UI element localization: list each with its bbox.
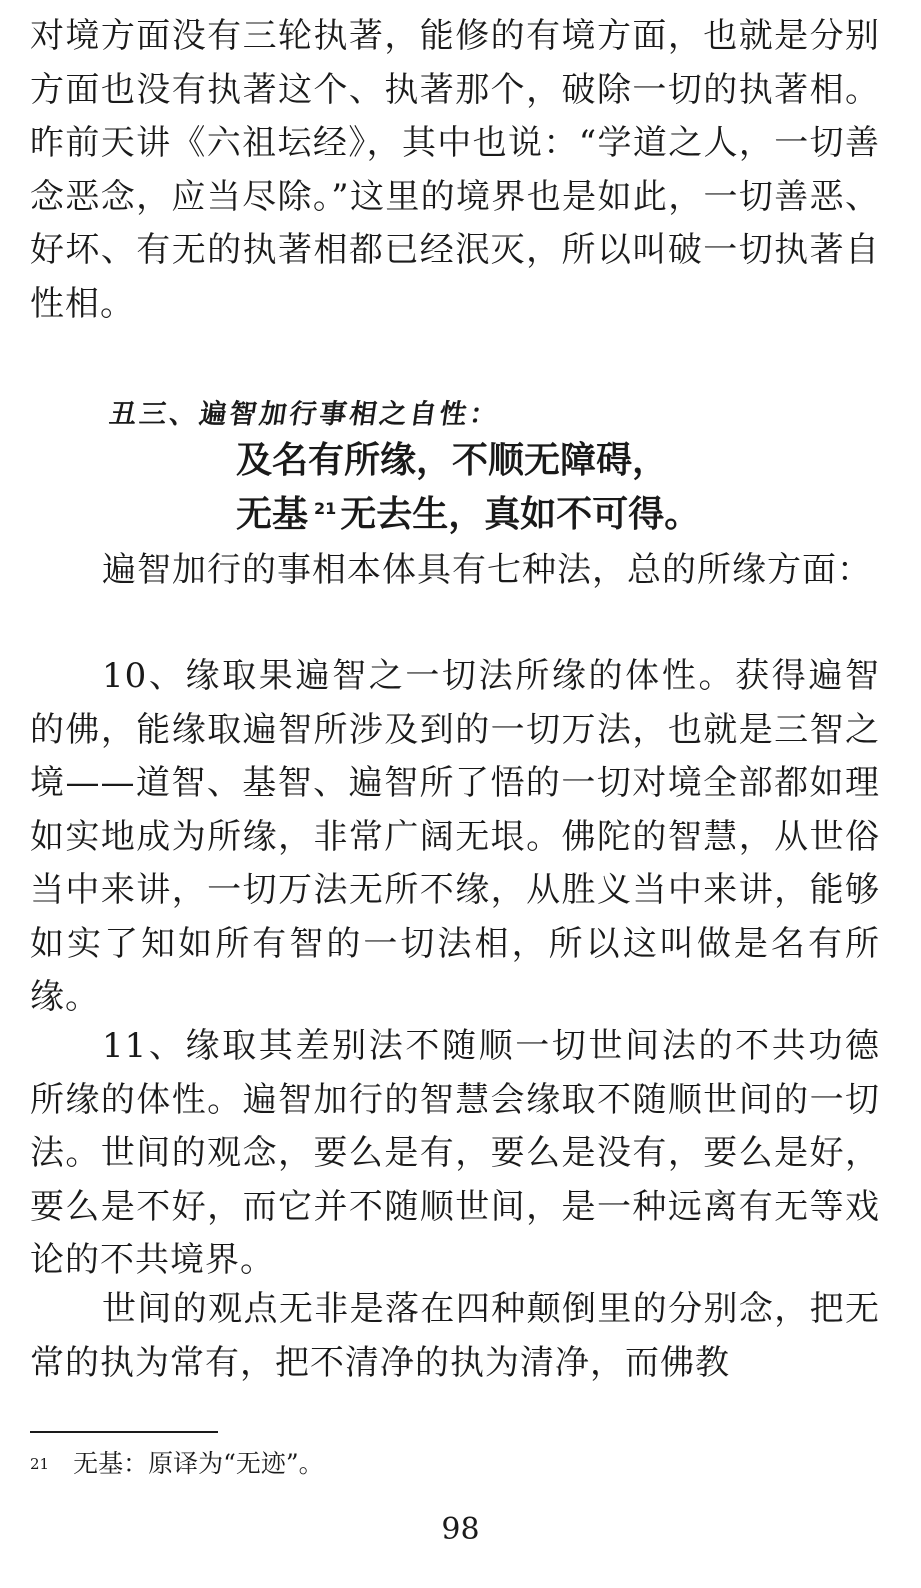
footnote-text: 无基：原译为“无迹”。 [73,1449,324,1478]
verse-line-2 [236,491,700,539]
paragraph-2: 遍智加行的事相本体具有七种法，总的所缘方面： [102,550,872,590]
verse-line-2-end: 无去生，真如不可得。 [340,494,701,535]
paragraph-3: 10、缘取果遍智之一切法所缘的体性。获得遍智的佛，能缘取遍智所涉及到的一切万法，也就是三智之境——道智、基智、遍智所了悟的一切对境全部都如理如实地成为所缘，非常广阔无垠。佛陀的智慧，从世俗当中来讲，一切万法无所不缘，从胜义当中来讲，能够如实了知如所有智的一切法相，所以这叫做是名有所缘。 [30,656,880,1017]
paragraph-1: 对境方面没有三轮执著，能修的有境方面，也就是分别方面也没有执著这个、执著那个，破除一切的执著相。昨前天讲《六祖坛经》，其中也说：“学道之人，一切善念恶念，应当尽除。”这里的境界也是如此，一切善恶、好坏、有无的执著相都已经泯灭，所以叫破一切执著自性相。 [30,16,880,324]
footnote-number: 21 [30,1455,50,1473]
footnote [30,1446,324,1482]
verse-line-2-start: 无基 [236,494,309,535]
section-heading: 丑三、遍智加行事相之自性： [107,399,502,430]
verse-line-1 [236,437,668,485]
paragraph-4: 11、缘取其差别法不随顺一切世间法的不共功德所缘的体性。遍智加行的智慧会缘取不随顺世间的一切法。世间的观念，要么是有，要么是没有，要么是好，要么是不好，而它并不随顺世间，是一种远离有无等戏论的不共境界。 [30,1026,880,1280]
page-number: 98 [441,1512,480,1547]
footnote-divider [30,1431,218,1433]
verse-line-1-text: 及名有所缘，不顺无障碍， [236,440,669,481]
paragraph-5: 世间的观点无非是落在四种颠倒里的分别念，把无常的执为常有，把不清净的执为清净，而佛教 [30,1289,880,1383]
footnote-reference[interactable]: 21 [314,499,337,518]
